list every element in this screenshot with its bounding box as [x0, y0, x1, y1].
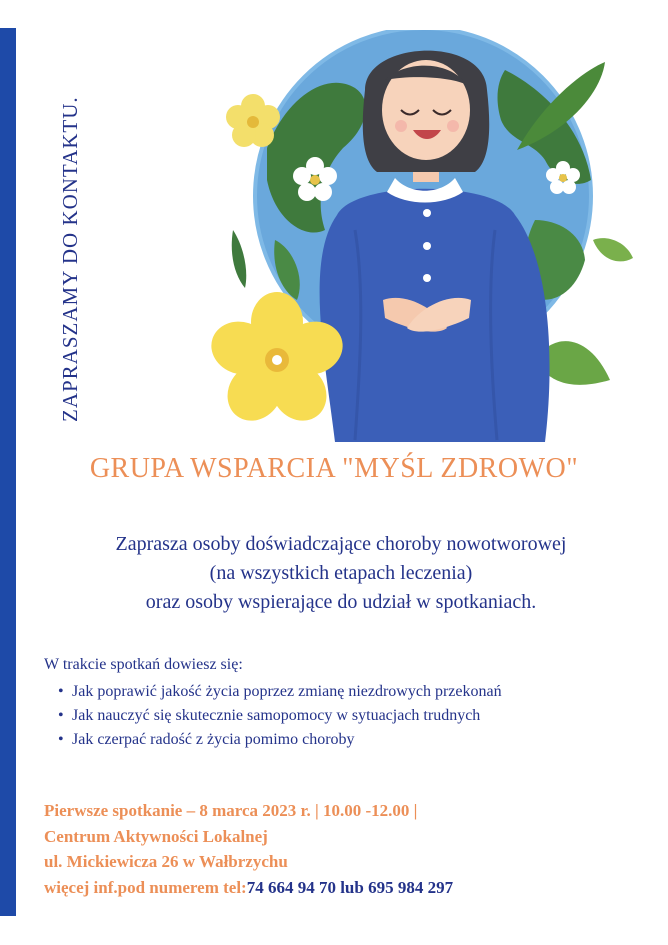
leaf-icon — [593, 238, 633, 261]
yellow-flower-icon — [226, 94, 280, 147]
venue-address: ul. Mickiewicza 26 w Wałbrzychu — [44, 852, 288, 871]
topics-list — [44, 680, 644, 752]
topic-text: Jak poprawić jakość życia poprzez zmianę niezdrowych przekonań — [72, 683, 502, 700]
venue-name: Centrum Aktywności Lokalnej — [44, 826, 268, 846]
list-item — [58, 680, 644, 704]
vertical-slogan: ZAPRASZAMY DO KONTAKTU. — [58, 96, 82, 422]
contact-line — [44, 875, 664, 901]
bullet-icon: • — [58, 683, 64, 700]
bullet-icon: • — [58, 707, 64, 724]
meeting-date: Pierwsze spotkanie – 8 marca 2023 r. | 10.00 -12.00 | — [44, 801, 418, 820]
event-details — [44, 798, 664, 900]
intro-paragraph — [0, 530, 668, 617]
contact-phone-numbers: 74 664 94 70 lub 695 984 297 — [246, 877, 454, 897]
intro-line: Zaprasza osoby doświadczające choroby nowotworowej — [115, 533, 567, 555]
list-item — [58, 728, 644, 752]
topics-lead: W trakcie spotkań dowiesz się: — [44, 656, 243, 673]
topic-text: Jak nauczyć się skutecznie samopomocy w sytuacjach trudnych — [72, 707, 481, 724]
intro-line: (na wszystkich etapach leczenia) — [209, 562, 473, 584]
topic-text: Jak czerpać radość z życia pomimo choroby — [72, 731, 355, 748]
intro-line: oraz osoby wspierające do udział w spotkaniach. — [145, 591, 537, 613]
topics-section — [44, 656, 644, 752]
woman-globe-illustration — [205, 30, 645, 450]
bullet-icon: • — [58, 731, 64, 748]
leaf-icon — [232, 230, 247, 288]
list-item — [58, 704, 644, 728]
event-title: GRUPA WSPARCIA "MYŚL ZDROWO" — [89, 453, 579, 484]
contact-label: więcej inf.pod numerem tel: — [44, 877, 247, 897]
